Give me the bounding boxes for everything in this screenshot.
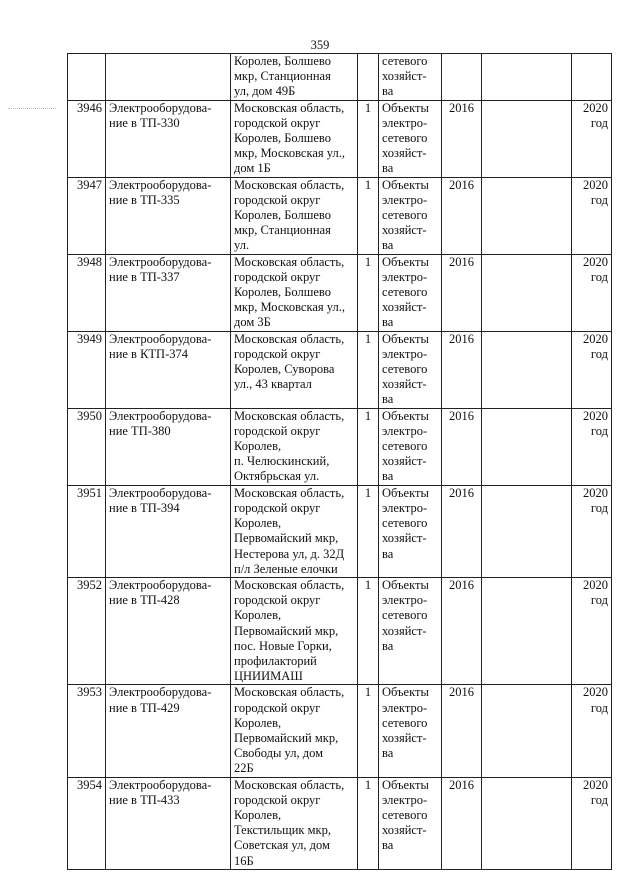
purpose-line: ва xyxy=(382,546,394,561)
name-line: ние в ТП-429 xyxy=(109,700,180,715)
cell-year: 2016 xyxy=(442,408,482,485)
table-row xyxy=(68,408,612,485)
name-line: ние в ТП-335 xyxy=(109,192,180,207)
address-line: Королев, xyxy=(234,807,282,822)
cell-empty xyxy=(482,331,572,408)
address-line: городской округ xyxy=(234,115,321,130)
cell-num: 3954 xyxy=(68,777,106,869)
address-line: городской округ xyxy=(234,700,321,715)
cell-qty: 1 xyxy=(358,254,379,331)
purpose-line: хозяйст- xyxy=(382,69,427,84)
name-line: ние ТП-380 xyxy=(109,423,171,438)
name-line: ние в ТП-337 xyxy=(109,269,180,284)
purpose-line: ва xyxy=(382,392,394,407)
cell-completion xyxy=(572,485,612,577)
purpose-line: хозяйст- xyxy=(382,531,427,546)
address-line: мкр, Московская ул., xyxy=(234,146,345,161)
cell-address xyxy=(231,254,358,331)
table-row xyxy=(68,177,612,254)
purpose-line: Объекты xyxy=(382,331,429,346)
purpose-line: хозяйст- xyxy=(382,300,427,315)
completion-line: 2020 xyxy=(583,777,608,792)
cell-name xyxy=(106,54,231,101)
address-line: городской округ xyxy=(234,500,321,515)
cell-completion xyxy=(572,408,612,485)
address-line: городской округ xyxy=(234,192,321,207)
purpose-line: электро- xyxy=(382,500,428,515)
address-line: Первомайский мкр, xyxy=(234,623,339,638)
table-row xyxy=(68,577,612,684)
address-line: Текстильщик мкр, xyxy=(234,823,331,838)
completion-line: 2020 xyxy=(583,331,608,346)
purpose-line: Объекты xyxy=(382,577,429,592)
purpose-line: ва xyxy=(382,161,394,176)
purpose-line: сетевого xyxy=(382,131,428,146)
cell-completion xyxy=(572,254,612,331)
cell-completion xyxy=(572,685,612,777)
table-row xyxy=(68,685,612,777)
cell-empty xyxy=(482,685,572,777)
purpose-line: электро- xyxy=(382,792,428,807)
address-line: Московская область, xyxy=(234,408,345,423)
name-line: ние в КТП-374 xyxy=(109,346,188,361)
completion-line: 2020 xyxy=(583,254,608,269)
cell-num: 3948 xyxy=(68,254,106,331)
cell-qty: 1 xyxy=(358,331,379,408)
address-line: Свободы ул, дом xyxy=(234,746,324,761)
cell-address xyxy=(231,777,358,869)
purpose-line: ва xyxy=(382,315,394,330)
page-number: 359 xyxy=(310,38,330,52)
cell-name xyxy=(106,177,231,254)
cell-name xyxy=(106,485,231,577)
cell-purpose xyxy=(379,685,442,777)
address-line: мкр, Станционная xyxy=(234,223,331,238)
address-line: Королев, xyxy=(234,608,282,623)
purpose-line: хозяйст- xyxy=(382,730,427,745)
purpose-line: ва xyxy=(382,746,394,761)
purpose-line: ва xyxy=(382,638,394,653)
cell-empty xyxy=(482,777,572,869)
table-row xyxy=(68,331,612,408)
purpose-line: Объекты xyxy=(382,177,429,192)
purpose-line: электро- xyxy=(382,593,428,608)
address-line: ул., 43 квартал xyxy=(234,377,312,392)
cell-qty: 1 xyxy=(358,685,379,777)
purpose-line: ва xyxy=(382,84,394,99)
purpose-line: Объекты xyxy=(382,100,429,115)
address-line: ул. xyxy=(234,238,250,253)
cell-qty: 1 xyxy=(358,408,379,485)
purpose-line: Объекты xyxy=(382,408,429,423)
address-line: дом 1Б xyxy=(234,161,271,176)
cell-completion xyxy=(572,177,612,254)
name-line: Электрооборудова- xyxy=(109,577,212,592)
address-line: мкр, Московская ул., xyxy=(234,300,345,315)
name-line: Электрооборудова- xyxy=(109,331,212,346)
table-row xyxy=(68,100,612,177)
address-line: Московская область, xyxy=(234,577,345,592)
purpose-line: электро- xyxy=(382,115,428,130)
completion-line: 2020 xyxy=(583,177,608,192)
address-line: Королев, Болшево xyxy=(234,208,331,223)
cell-qty: 1 xyxy=(358,485,379,577)
cell-name xyxy=(106,408,231,485)
purpose-line: ва xyxy=(382,469,394,484)
cell-purpose xyxy=(379,54,442,101)
completion-line: год xyxy=(590,792,608,807)
purpose-line: хозяйст- xyxy=(382,823,427,838)
cell-num: 3946 xyxy=(68,100,106,177)
table-row xyxy=(68,254,612,331)
cell-qty: 1 xyxy=(358,100,379,177)
purpose-line: ва xyxy=(382,838,394,853)
completion-line: год xyxy=(590,423,608,438)
cell-completion xyxy=(572,100,612,177)
address-line: 22Б xyxy=(234,761,254,776)
completion-line: год xyxy=(590,593,608,608)
cell-empty xyxy=(482,485,572,577)
address-line: мкр, Станционная xyxy=(234,69,331,84)
cell-address xyxy=(231,177,358,254)
address-line: Московская область, xyxy=(234,177,345,192)
address-line: Нестерова ул, д. 32Д xyxy=(234,546,345,561)
purpose-line: сетевого xyxy=(382,54,428,68)
cell-address xyxy=(231,485,358,577)
cell-completion xyxy=(572,777,612,869)
cell-qty: 1 xyxy=(358,177,379,254)
address-line: Королев, Суворова xyxy=(234,362,335,377)
cell-empty xyxy=(482,177,572,254)
cell-purpose xyxy=(379,254,442,331)
cell-purpose xyxy=(379,485,442,577)
address-line: Московская область, xyxy=(234,485,345,500)
address-line: городской округ xyxy=(234,346,321,361)
name-line: ние в ТП-433 xyxy=(109,792,180,807)
purpose-line: электро- xyxy=(382,423,428,438)
cell-qty: 1 xyxy=(358,777,379,869)
cell-completion xyxy=(572,54,612,101)
purpose-line: сетевого xyxy=(382,715,428,730)
purpose-line: хозяйст- xyxy=(382,223,427,238)
cell-num: 3950 xyxy=(68,408,106,485)
cell-empty xyxy=(482,408,572,485)
cell-empty xyxy=(482,54,572,101)
purpose-line: сетевого xyxy=(382,516,428,531)
address-line: Московская область, xyxy=(234,254,345,269)
address-line: Московская область, xyxy=(234,685,345,700)
cell-purpose xyxy=(379,331,442,408)
completion-line: год xyxy=(590,269,608,284)
name-line: Электрооборудова- xyxy=(109,408,212,423)
completion-line: 2020 xyxy=(583,685,608,700)
table-row xyxy=(68,777,612,869)
cell-num xyxy=(68,54,106,101)
address-line: Октябрьская ул. xyxy=(234,469,320,484)
cell-address xyxy=(231,331,358,408)
address-line: Королев, xyxy=(234,516,282,531)
purpose-line: электро- xyxy=(382,700,428,715)
address-line: Королев, xyxy=(234,715,282,730)
address-line: Королев, Болшево xyxy=(234,285,331,300)
address-line: дом 3Б xyxy=(234,315,271,330)
cell-empty xyxy=(482,577,572,684)
address-line: Королев, xyxy=(234,439,282,454)
cell-num: 3947 xyxy=(68,177,106,254)
cell-name xyxy=(106,331,231,408)
cell-address xyxy=(231,100,358,177)
cell-year: 2016 xyxy=(442,177,482,254)
cell-completion xyxy=(572,577,612,684)
address-line: городской округ xyxy=(234,269,321,284)
purpose-line: Объекты xyxy=(382,685,429,700)
purpose-line: Объекты xyxy=(382,777,429,792)
property-table xyxy=(67,53,612,870)
address-line: Московская область, xyxy=(234,331,345,346)
cell-name xyxy=(106,685,231,777)
completion-line: 2020 xyxy=(583,577,608,592)
purpose-line: Объекты xyxy=(382,254,429,269)
address-line: ул, дом 49Б xyxy=(234,84,296,99)
purpose-line: хозяйст- xyxy=(382,454,427,469)
cell-year: 2016 xyxy=(442,100,482,177)
purpose-line: сетевого xyxy=(382,208,428,223)
name-line: Электрооборудова- xyxy=(109,254,212,269)
purpose-line: сетевого xyxy=(382,807,428,822)
address-line: Советская ул, дом xyxy=(234,838,330,853)
cell-year: 2016 xyxy=(442,685,482,777)
address-line: п. Челюскинский, xyxy=(234,454,330,469)
address-line: Первомайский мкр, xyxy=(234,730,339,745)
cell-empty xyxy=(482,254,572,331)
table-row-continued xyxy=(68,54,612,101)
cell-num: 3951 xyxy=(68,485,106,577)
cell-year: 2016 xyxy=(442,331,482,408)
address-line: городской округ xyxy=(234,792,321,807)
name-line: ние в ТП-394 xyxy=(109,500,180,515)
address-line: 16Б xyxy=(234,853,254,868)
address-line: пос. Новые Горки, xyxy=(234,638,332,653)
completion-line: 2020 xyxy=(583,408,608,423)
name-line: ние в ТП-428 xyxy=(109,593,180,608)
cell-purpose xyxy=(379,100,442,177)
cell-purpose xyxy=(379,577,442,684)
purpose-line: электро- xyxy=(382,346,428,361)
purpose-line: хозяйст- xyxy=(382,146,427,161)
name-line: Электрооборудова- xyxy=(109,100,212,115)
address-line: Королев, Болшево xyxy=(234,131,331,146)
address-line: городской округ xyxy=(234,593,321,608)
purpose-line: ва xyxy=(382,238,394,253)
cell-num: 3949 xyxy=(68,331,106,408)
purpose-line: сетевого xyxy=(382,362,428,377)
cell-address xyxy=(231,685,358,777)
cell-qty: 1 xyxy=(358,577,379,684)
scan-artifact-line xyxy=(8,108,56,109)
cell-year: 2016 xyxy=(442,254,482,331)
cell-address xyxy=(231,54,358,101)
purpose-line: Объекты xyxy=(382,485,429,500)
address-line: ЦНИИМАШ xyxy=(234,669,303,684)
address-line: Первомайский мкр, xyxy=(234,531,339,546)
name-line: ние в ТП-330 xyxy=(109,115,180,130)
purpose-line: сетевого xyxy=(382,285,428,300)
completion-line: год xyxy=(590,192,608,207)
cell-num: 3953 xyxy=(68,685,106,777)
cell-completion xyxy=(572,331,612,408)
purpose-line: электро- xyxy=(382,269,428,284)
completion-line: 2020 xyxy=(583,100,608,115)
completion-line: год xyxy=(590,500,608,515)
cell-purpose xyxy=(379,177,442,254)
name-line: Электрооборудова- xyxy=(109,485,212,500)
cell-year: 2016 xyxy=(442,777,482,869)
address-line: Московская область, xyxy=(234,777,345,792)
cell-name xyxy=(106,777,231,869)
address-line: п/л Зеленые елочки xyxy=(234,561,338,576)
cell-address xyxy=(231,577,358,684)
name-line: Электрооборудова- xyxy=(109,685,212,700)
name-line: Электрооборудова- xyxy=(109,177,212,192)
cell-name xyxy=(106,577,231,684)
purpose-line: сетевого xyxy=(382,608,428,623)
completion-line: год xyxy=(590,346,608,361)
address-line: городской округ xyxy=(234,423,321,438)
address-line: профилакторий xyxy=(234,653,317,668)
purpose-line: хозяйст- xyxy=(382,377,427,392)
cell-year: 2016 xyxy=(442,485,482,577)
purpose-line: сетевого xyxy=(382,439,428,454)
cell-name xyxy=(106,254,231,331)
cell-qty xyxy=(358,54,379,101)
address-line: Королев, Болшево xyxy=(234,54,331,68)
purpose-line: хозяйст- xyxy=(382,623,427,638)
cell-num: 3952 xyxy=(68,577,106,684)
cell-purpose xyxy=(379,777,442,869)
completion-line: год xyxy=(590,700,608,715)
completion-line: 2020 xyxy=(583,485,608,500)
cell-purpose xyxy=(379,408,442,485)
completion-line: год xyxy=(590,115,608,130)
table-row xyxy=(68,485,612,577)
cell-name xyxy=(106,100,231,177)
cell-year xyxy=(442,54,482,101)
purpose-line: электро- xyxy=(382,192,428,207)
cell-empty xyxy=(482,100,572,177)
cell-address xyxy=(231,408,358,485)
name-line: Электрооборудова- xyxy=(109,777,212,792)
cell-year: 2016 xyxy=(442,577,482,684)
address-line: Московская область, xyxy=(234,100,345,115)
